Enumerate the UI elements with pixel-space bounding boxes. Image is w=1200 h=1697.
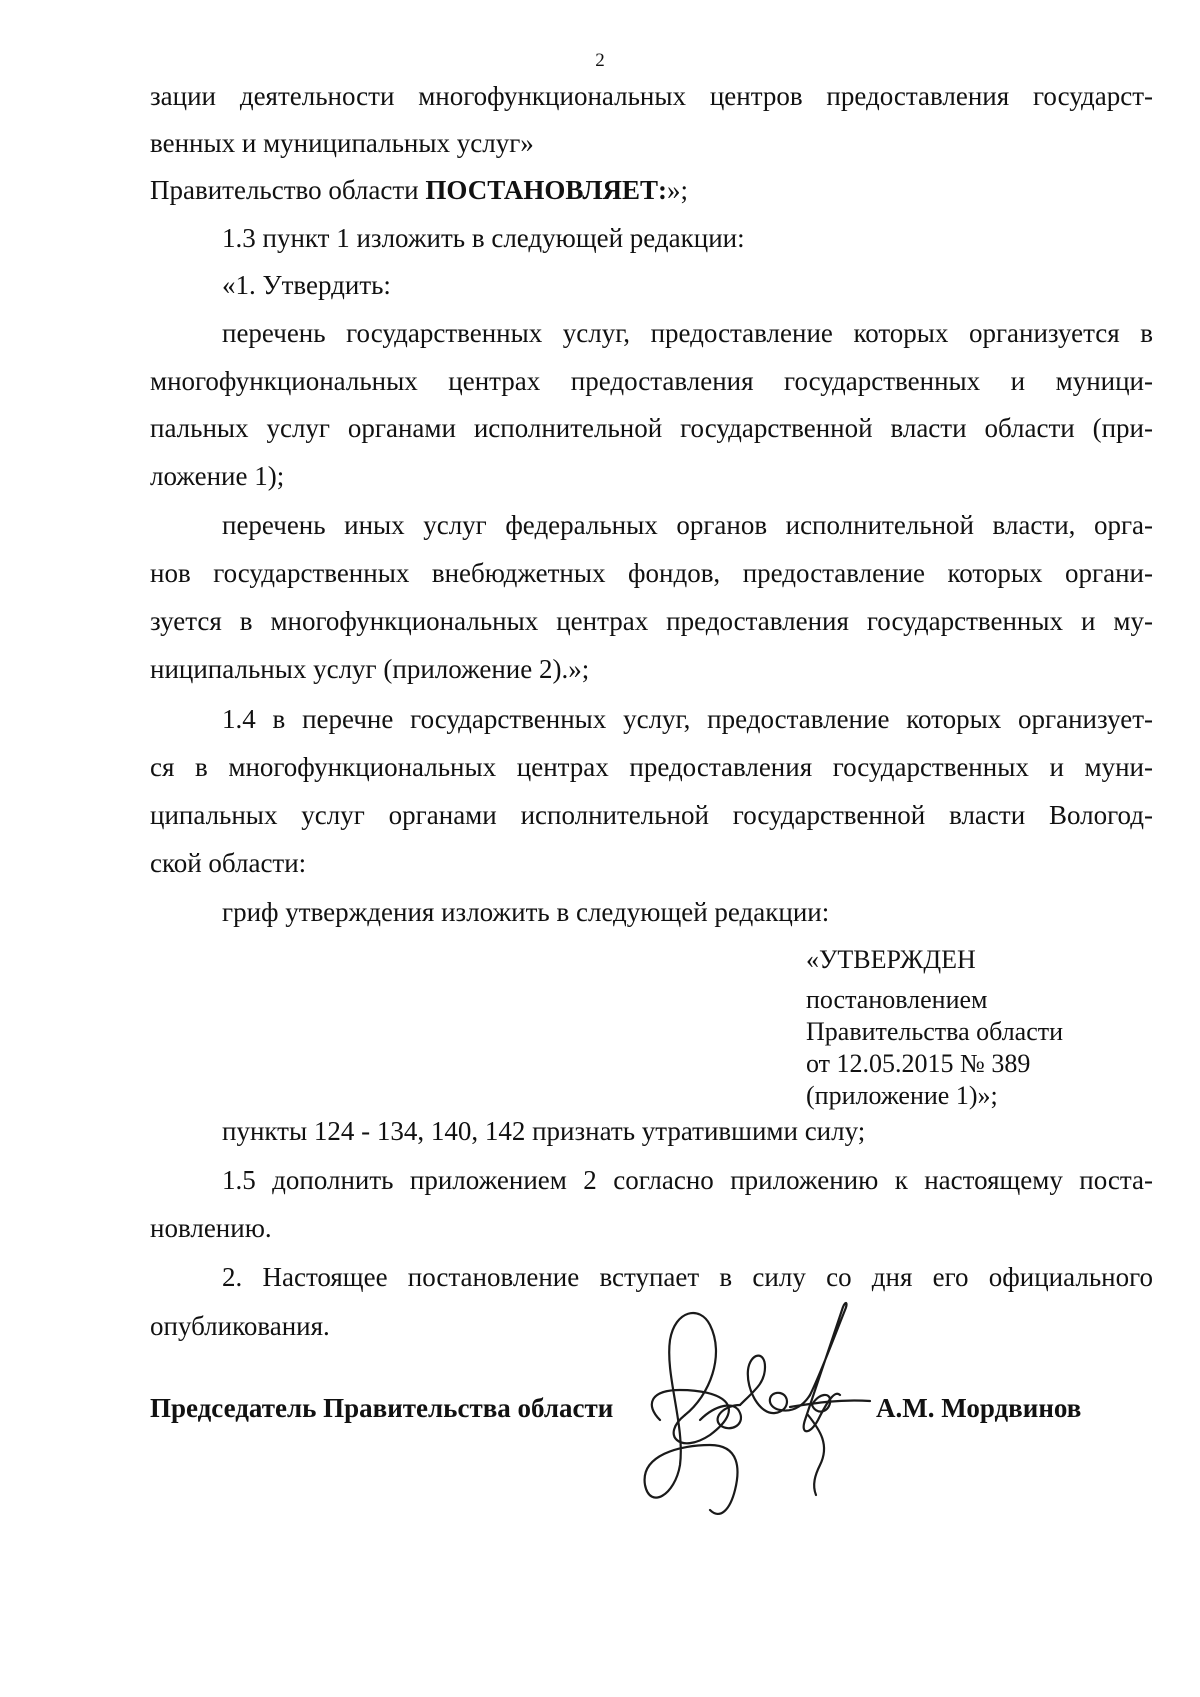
body-line: гриф утверждения изложить в следующей редакции: — [222, 897, 830, 927]
body-line: пальных услуг органами исполнительной государственной власти области (при- — [150, 413, 1153, 443]
stamp-line: (приложение 1)»; — [806, 1081, 998, 1110]
body-line: пункты 124 - 134, 140, 142 признать утратившими силу; — [222, 1116, 866, 1146]
body-line: ципальных услуг органами исполнительной государственной власти Вологод- — [150, 800, 1153, 830]
resolution-keyword: ПОСТАНОВЛЯЕТ: — [425, 175, 667, 205]
resolution-suffix: »; — [666, 175, 688, 205]
signatory-name: А.М. Мордвинов — [876, 1393, 1082, 1423]
resolution-prefix: Правительство области — [150, 175, 426, 205]
body-line: ся в многофункциональных центрах предоставления государственных и муни- — [150, 752, 1153, 782]
body-line: многофункциональных центрах предоставления государственных и муници- — [150, 366, 1153, 396]
body-line: ложение 1); — [150, 461, 285, 491]
body-line: венных и муниципальных услуг» — [150, 128, 534, 158]
body-line: зации деятельности многофункциональных центров предоставления государст- — [150, 81, 1153, 111]
clause-heading: 1.5 дополнить приложением 2 согласно приложению к настоящему поста- — [222, 1165, 1153, 1195]
body-line: перечень иных услуг федеральных органов исполнительной власти, орга- — [222, 510, 1153, 540]
body-line: ниципальных услуг (приложение 2).»; — [150, 654, 590, 684]
resolution-line — [150, 174, 688, 206]
body-line: зуется в многофункциональных центрах предоставления государственных и му- — [150, 606, 1153, 636]
body-line: новлению. — [150, 1213, 272, 1243]
body-line: нов государственных внебюджетных фондов, предоставление которых органи- — [150, 558, 1153, 588]
handwritten-signature — [640, 1295, 880, 1530]
body-line: «1. Утвердить: — [222, 270, 391, 300]
signatory-position: Председатель Правительства области — [150, 1393, 614, 1423]
stamp-line: постановлением — [806, 985, 988, 1014]
clause-heading: 1.4 в перечне государственных услуг, предоставление которых организует- — [222, 704, 1153, 734]
page-number: 2 — [595, 50, 605, 71]
body-line: ской области: — [150, 848, 307, 878]
stamp-line: от 12.05.2015 № 389 — [806, 1049, 1031, 1078]
stamp-line: «УТВЕРЖДЕН — [806, 945, 976, 974]
body-line: опубликования. — [150, 1311, 330, 1341]
clause-heading: 2. Настоящее постановление вступает в силу со дня его официального — [222, 1262, 1153, 1292]
body-line: перечень государственных услуг, предоставление которых организуется в — [222, 318, 1153, 348]
stamp-line: Правительства области — [806, 1017, 1064, 1046]
clause-heading: 1.3 пункт 1 изложить в следующей редакции: — [222, 223, 745, 253]
